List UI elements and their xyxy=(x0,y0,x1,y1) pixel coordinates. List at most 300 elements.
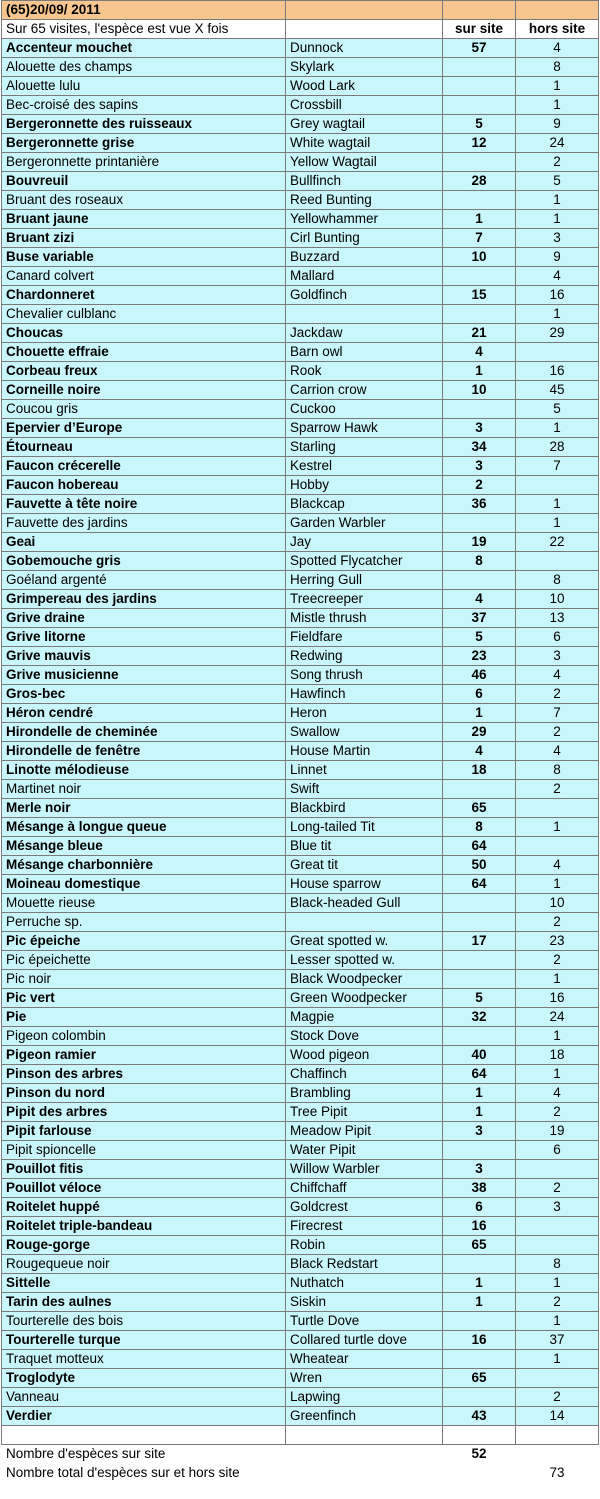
species-name-fr: Roitelet huppé xyxy=(2,1198,286,1217)
species-name-en: Swallow xyxy=(286,723,443,742)
species-name-en: Cirl Bunting xyxy=(286,229,443,248)
table-row xyxy=(2,1141,599,1160)
count-sur-site: 6 xyxy=(443,685,516,704)
species-name-fr: Pipit farlouse xyxy=(2,1122,286,1141)
count-hors-site: 1 xyxy=(516,970,599,989)
table-row xyxy=(2,1255,599,1274)
table-row xyxy=(2,628,599,647)
count-hors-site xyxy=(516,1160,599,1179)
table-row xyxy=(2,381,599,400)
count-sur-site: 3 xyxy=(443,1160,516,1179)
count-sur-site: 23 xyxy=(443,647,516,666)
count-sur-site: 34 xyxy=(443,438,516,457)
count-sur-site xyxy=(443,96,516,115)
species-name-fr: Corneille noire xyxy=(2,381,286,400)
count-sur-site xyxy=(443,571,516,590)
table-row xyxy=(2,457,599,476)
table-row xyxy=(2,1407,599,1426)
count-sur-site: 8 xyxy=(443,552,516,571)
count-hors-site: 4 xyxy=(516,39,599,58)
count-sur-site: 2 xyxy=(443,476,516,495)
species-name-fr: Grimpereau des jardins xyxy=(2,590,286,609)
count-hors-site xyxy=(516,1369,599,1388)
species-name-fr: Bruant des roseaux xyxy=(2,191,286,210)
species-name-en: Carrion crow xyxy=(286,381,443,400)
count-hors-site: 13 xyxy=(516,609,599,628)
count-hors-site xyxy=(516,552,599,571)
count-hors-site: 9 xyxy=(516,115,599,134)
table-row xyxy=(2,1293,599,1312)
species-name-en: Turtle Dove xyxy=(286,1312,443,1331)
species-name-en: Magpie xyxy=(286,1008,443,1027)
count-hors-site: 16 xyxy=(516,362,599,381)
empty-cell xyxy=(516,1,599,20)
count-sur-site: 4 xyxy=(443,742,516,761)
count-hors-site: 22 xyxy=(516,533,599,552)
count-hors-site: 9 xyxy=(516,248,599,267)
species-name-fr: Grive mauvis xyxy=(2,647,286,666)
count-hors-site: 1 xyxy=(516,210,599,229)
count-sur-site xyxy=(443,153,516,172)
count-hors-site: 1 xyxy=(516,1350,599,1369)
species-name-en: Blackbird xyxy=(286,799,443,818)
species-name-en: Lapwing xyxy=(286,1388,443,1407)
count-hors-site: 6 xyxy=(516,1141,599,1160)
species-name-en: Wren xyxy=(286,1369,443,1388)
table-row xyxy=(2,913,599,932)
count-hors-site: 24 xyxy=(516,134,599,153)
species-name-fr: Pinson des arbres xyxy=(2,1065,286,1084)
species-name-fr: Pie xyxy=(2,1008,286,1027)
species-name-en: Swift xyxy=(286,780,443,799)
species-name-fr: Hirondelle de cheminée xyxy=(2,723,286,742)
count-hors-site: 1 xyxy=(516,419,599,438)
species-name-fr: Gros-bec xyxy=(2,685,286,704)
species-name-en: Black Redstart xyxy=(286,1255,443,1274)
table-row xyxy=(2,343,599,362)
count-hors-site: 23 xyxy=(516,932,599,951)
count-hors-site: 14 xyxy=(516,1407,599,1426)
table-row xyxy=(2,894,599,913)
species-name-en: Long-tailed Tit xyxy=(286,818,443,837)
table-row xyxy=(2,970,599,989)
table-row xyxy=(2,286,599,305)
count-sur-site: 1 xyxy=(443,1103,516,1122)
count-sur-site xyxy=(443,894,516,913)
species-name-en: Yellow Wagtail xyxy=(286,153,443,172)
species-name-fr: Tourterelle des bois xyxy=(2,1312,286,1331)
table-row xyxy=(2,533,599,552)
empty-cell xyxy=(443,1,516,20)
table-row xyxy=(2,951,599,970)
species-name-fr: Grive draine xyxy=(2,609,286,628)
count-sur-site: 10 xyxy=(443,381,516,400)
species-name-fr: Choucas xyxy=(2,324,286,343)
table-row xyxy=(2,1046,599,1065)
species-name-fr: Grive litorne xyxy=(2,628,286,647)
count-sur-site: 5 xyxy=(443,628,516,647)
species-name-en: Firecrest xyxy=(286,1217,443,1236)
empty-cell xyxy=(286,1464,443,1483)
species-name-fr: Merle noir xyxy=(2,799,286,818)
count-hors-site xyxy=(516,837,599,856)
title-row xyxy=(2,1,599,20)
table-row xyxy=(2,571,599,590)
count-sur-site xyxy=(443,1255,516,1274)
empty-cell xyxy=(286,20,443,39)
count-sur-site xyxy=(443,913,516,932)
count-hors-site: 7 xyxy=(516,704,599,723)
count-sur-site: 46 xyxy=(443,666,516,685)
count-sur-site: 57 xyxy=(443,39,516,58)
empty-cell xyxy=(286,1426,443,1445)
count-hors-site: 4 xyxy=(516,742,599,761)
species-name-en: Cuckoo xyxy=(286,400,443,419)
species-name-fr: Geai xyxy=(2,533,286,552)
species-name-fr: Grive musicienne xyxy=(2,666,286,685)
table-row xyxy=(2,1160,599,1179)
count-sur-site: 3 xyxy=(443,457,516,476)
species-name-en: Great tit xyxy=(286,856,443,875)
table-row xyxy=(2,1331,599,1350)
table-row xyxy=(2,1179,599,1198)
count-sur-site xyxy=(443,191,516,210)
count-sur-site: 10 xyxy=(443,248,516,267)
table-row xyxy=(2,1274,599,1293)
table-row xyxy=(2,647,599,666)
count-sur-site: 64 xyxy=(443,875,516,894)
species-name-en: Mistle thrush xyxy=(286,609,443,628)
count-hors-site: 3 xyxy=(516,647,599,666)
count-sur-site: 1 xyxy=(443,1274,516,1293)
species-name-en: Black-headed Gull xyxy=(286,894,443,913)
species-name-fr: Bergeronnette grise xyxy=(2,134,286,153)
table-row xyxy=(2,400,599,419)
count-hors-site: 1 xyxy=(516,1065,599,1084)
count-sur-site: 12 xyxy=(443,134,516,153)
species-name-en: Goldcrest xyxy=(286,1198,443,1217)
species-name-en: Tree Pipit xyxy=(286,1103,443,1122)
empty-cell xyxy=(516,1445,599,1464)
count-sur-site: 1 xyxy=(443,210,516,229)
species-name-en: Lesser spotted w. xyxy=(286,951,443,970)
species-name-fr: Moineau domestique xyxy=(2,875,286,894)
species-name-fr: Linotte mélodieuse xyxy=(2,761,286,780)
table-row xyxy=(2,875,599,894)
species-name-fr: Bec-croisé des sapins xyxy=(2,96,286,115)
count-sur-site: 1 xyxy=(443,704,516,723)
count-hors-site: 2 xyxy=(516,1293,599,1312)
empty-cell xyxy=(443,1464,516,1483)
count-sur-site: 16 xyxy=(443,1217,516,1236)
species-on-site-label: Nombre d'espèces sur site xyxy=(2,1445,286,1464)
count-sur-site: 64 xyxy=(443,1065,516,1084)
species-name-en: Heron xyxy=(286,704,443,723)
species-name-fr: Canard colvert xyxy=(2,267,286,286)
species-name-fr: Mouette rieuse xyxy=(2,894,286,913)
species-name-fr: Pouillot véloce xyxy=(2,1179,286,1198)
species-name-en: Green Woodpecker xyxy=(286,989,443,1008)
table-row xyxy=(2,609,599,628)
species-name-en: Reed Bunting xyxy=(286,191,443,210)
species-name-fr: Pipit des arbres xyxy=(2,1103,286,1122)
count-sur-site: 18 xyxy=(443,761,516,780)
count-sur-site: 15 xyxy=(443,286,516,305)
species-name-fr: Mésange charbonnière xyxy=(2,856,286,875)
species-name-en: Hobby xyxy=(286,476,443,495)
count-hors-site: 1 xyxy=(516,1274,599,1293)
column-header-row xyxy=(2,20,599,39)
species-name-fr: Alouette des champs xyxy=(2,58,286,77)
empty-cell xyxy=(286,1445,443,1464)
species-name-fr: Étourneau xyxy=(2,438,286,457)
species-name-en: Jay xyxy=(286,533,443,552)
empty-cell xyxy=(443,1426,516,1445)
table-row xyxy=(2,932,599,951)
count-sur-site: 38 xyxy=(443,1179,516,1198)
count-hors-site: 24 xyxy=(516,1008,599,1027)
column-header-hors-site: hors site xyxy=(516,20,599,39)
species-name-en: Siskin xyxy=(286,1293,443,1312)
count-sur-site: 19 xyxy=(443,533,516,552)
count-sur-site: 65 xyxy=(443,1369,516,1388)
count-sur-site xyxy=(443,514,516,533)
species-name-en: Grey wagtail xyxy=(286,115,443,134)
species-name-fr: Mésange à longue queue xyxy=(2,818,286,837)
table-row xyxy=(2,799,599,818)
total-species-row xyxy=(2,1464,599,1483)
count-sur-site xyxy=(443,58,516,77)
count-hors-site xyxy=(516,1217,599,1236)
species-name-en: Dunnock xyxy=(286,39,443,58)
species-name-fr: Pigeon ramier xyxy=(2,1046,286,1065)
count-sur-site: 8 xyxy=(443,818,516,837)
species-name-fr: Faucon crécerelle xyxy=(2,457,286,476)
species-name-fr: Pigeon colombin xyxy=(2,1027,286,1046)
species-name-en: Herring Gull xyxy=(286,571,443,590)
table-row xyxy=(2,419,599,438)
species-name-fr: Verdier xyxy=(2,1407,286,1426)
species-name-en: Crossbill xyxy=(286,96,443,115)
table-row xyxy=(2,1236,599,1255)
count-sur-site: 5 xyxy=(443,989,516,1008)
table-row xyxy=(2,1027,599,1046)
species-name-fr: Troglodyte xyxy=(2,1369,286,1388)
species-on-site-row xyxy=(2,1445,599,1464)
count-hors-site: 1 xyxy=(516,1027,599,1046)
table-row xyxy=(2,552,599,571)
table-row xyxy=(2,837,599,856)
empty-cell xyxy=(516,1426,599,1445)
table-row xyxy=(2,210,599,229)
table-row xyxy=(2,324,599,343)
count-sur-site: 5 xyxy=(443,115,516,134)
count-sur-site xyxy=(443,267,516,286)
species-name-fr: Fauvette des jardins xyxy=(2,514,286,533)
species-name-en: Chiffchaff xyxy=(286,1179,443,1198)
species-name-fr: Accenteur mouchet xyxy=(2,39,286,58)
count-hors-site: 28 xyxy=(516,438,599,457)
table-row xyxy=(2,704,599,723)
species-name-en: Mallard xyxy=(286,267,443,286)
species-name-en: House sparrow xyxy=(286,875,443,894)
species-name-en: Skylark xyxy=(286,58,443,77)
count-hors-site xyxy=(516,476,599,495)
species-name-en: Redwing xyxy=(286,647,443,666)
table-row xyxy=(2,1369,599,1388)
count-hors-site: 10 xyxy=(516,894,599,913)
table-row xyxy=(2,134,599,153)
count-sur-site: 43 xyxy=(443,1407,516,1426)
species-name-en: Linnet xyxy=(286,761,443,780)
table-row xyxy=(2,96,599,115)
count-sur-site: 1 xyxy=(443,1084,516,1103)
species-name-en: Black Woodpecker xyxy=(286,970,443,989)
count-hors-site: 4 xyxy=(516,666,599,685)
count-sur-site xyxy=(443,1388,516,1407)
species-name-en: House Martin xyxy=(286,742,443,761)
species-name-en: Spotted Flycatcher xyxy=(286,552,443,571)
species-name-en: Rook xyxy=(286,362,443,381)
species-name-fr: Tarin des aulnes xyxy=(2,1293,286,1312)
count-sur-site xyxy=(443,1350,516,1369)
count-sur-site xyxy=(443,400,516,419)
species-name-en: Sparrow Hawk xyxy=(286,419,443,438)
table-row xyxy=(2,1084,599,1103)
count-hors-site xyxy=(516,799,599,818)
count-sur-site: 7 xyxy=(443,229,516,248)
table-row xyxy=(2,1388,599,1407)
species-table xyxy=(1,0,599,1483)
count-sur-site: 64 xyxy=(443,837,516,856)
table-row xyxy=(2,666,599,685)
count-hors-site: 18 xyxy=(516,1046,599,1065)
species-name-en: Blackcap xyxy=(286,495,443,514)
species-name-fr: Chevalier culblanc xyxy=(2,305,286,324)
species-name-fr: Buse variable xyxy=(2,248,286,267)
species-name-en: Stock Dove xyxy=(286,1027,443,1046)
count-hors-site: 2 xyxy=(516,913,599,932)
table-row xyxy=(2,58,599,77)
species-name-fr: Vanneau xyxy=(2,1388,286,1407)
species-name-fr: Alouette lulu xyxy=(2,77,286,96)
species-name-en: Greenfinch xyxy=(286,1407,443,1426)
count-sur-site: 65 xyxy=(443,1236,516,1255)
table-row xyxy=(2,989,599,1008)
species-name-fr: Pic épeichette xyxy=(2,951,286,970)
species-name-fr: Perruche sp. xyxy=(2,913,286,932)
species-name-fr: Bergeronnette printanière xyxy=(2,153,286,172)
count-hors-site: 8 xyxy=(516,58,599,77)
species-name-en: Hawfinch xyxy=(286,685,443,704)
count-hors-site: 7 xyxy=(516,457,599,476)
table-row xyxy=(2,191,599,210)
species-name-fr: Martinet noir xyxy=(2,780,286,799)
count-hors-site: 1 xyxy=(516,818,599,837)
spacer-row xyxy=(2,1426,599,1445)
count-sur-site: 50 xyxy=(443,856,516,875)
count-sur-site xyxy=(443,1027,516,1046)
species-name-fr: Rougequeue noir xyxy=(2,1255,286,1274)
total-species-value: 73 xyxy=(516,1464,599,1483)
count-hors-site: 8 xyxy=(516,571,599,590)
count-hors-site: 1 xyxy=(516,1312,599,1331)
species-name-en: Buzzard xyxy=(286,248,443,267)
count-hors-site: 1 xyxy=(516,77,599,96)
count-sur-site xyxy=(443,780,516,799)
species-name-fr: Bruant zizi xyxy=(2,229,286,248)
count-hors-site: 37 xyxy=(516,1331,599,1350)
species-on-site-value: 52 xyxy=(443,1445,516,1464)
count-hors-site: 3 xyxy=(516,1198,599,1217)
count-hors-site xyxy=(516,1236,599,1255)
species-name-fr: Roitelet triple-bandeau xyxy=(2,1217,286,1236)
species-name-en: Song thrush xyxy=(286,666,443,685)
species-name-en: Jackdaw xyxy=(286,324,443,343)
species-name-en: Garden Warbler xyxy=(286,514,443,533)
species-name-fr: Pic noir xyxy=(2,970,286,989)
table-row xyxy=(2,495,599,514)
count-hors-site: 2 xyxy=(516,780,599,799)
table-row xyxy=(2,172,599,191)
count-hors-site xyxy=(516,343,599,362)
count-hors-site: 2 xyxy=(516,685,599,704)
table-row xyxy=(2,1217,599,1236)
species-name-fr: Chardonneret xyxy=(2,286,286,305)
species-name-fr: Chouette effraie xyxy=(2,343,286,362)
count-hors-site: 5 xyxy=(516,400,599,419)
count-sur-site: 3 xyxy=(443,419,516,438)
table-row xyxy=(2,438,599,457)
species-name-fr: Bouvreuil xyxy=(2,172,286,191)
empty-cell xyxy=(2,1426,286,1445)
count-sur-site: 3 xyxy=(443,1122,516,1141)
count-sur-site: 40 xyxy=(443,1046,516,1065)
count-hors-site: 6 xyxy=(516,628,599,647)
count-hors-site: 1 xyxy=(516,96,599,115)
species-name-fr: Mésange bleue xyxy=(2,837,286,856)
count-sur-site xyxy=(443,1141,516,1160)
count-hors-site: 19 xyxy=(516,1122,599,1141)
species-name-fr: Héron cendré xyxy=(2,704,286,723)
species-name-en: Wood pigeon xyxy=(286,1046,443,1065)
species-name-fr: Goéland argenté xyxy=(2,571,286,590)
species-name-fr: Faucon hobereau xyxy=(2,476,286,495)
table-row xyxy=(2,856,599,875)
count-sur-site: 36 xyxy=(443,495,516,514)
species-name-en: Brambling xyxy=(286,1084,443,1103)
column-header-sur-site: sur site xyxy=(443,20,516,39)
empty-cell xyxy=(286,1,443,20)
table-row xyxy=(2,761,599,780)
species-name-fr: Pic épeiche xyxy=(2,932,286,951)
count-sur-site: 1 xyxy=(443,362,516,381)
count-hors-site: 2 xyxy=(516,951,599,970)
table-row xyxy=(2,514,599,533)
count-hors-site: 8 xyxy=(516,761,599,780)
table-row xyxy=(2,229,599,248)
species-name-en: Kestrel xyxy=(286,457,443,476)
species-name-en: Blue tit xyxy=(286,837,443,856)
count-sur-site xyxy=(443,970,516,989)
table-row xyxy=(2,362,599,381)
species-name-en: Nuthatch xyxy=(286,1274,443,1293)
count-hors-site: 1 xyxy=(516,875,599,894)
count-sur-site: 21 xyxy=(443,324,516,343)
species-name-en: Collared turtle dove xyxy=(286,1331,443,1350)
count-sur-site: 32 xyxy=(443,1008,516,1027)
species-name-fr: Rouge-gorge xyxy=(2,1236,286,1255)
